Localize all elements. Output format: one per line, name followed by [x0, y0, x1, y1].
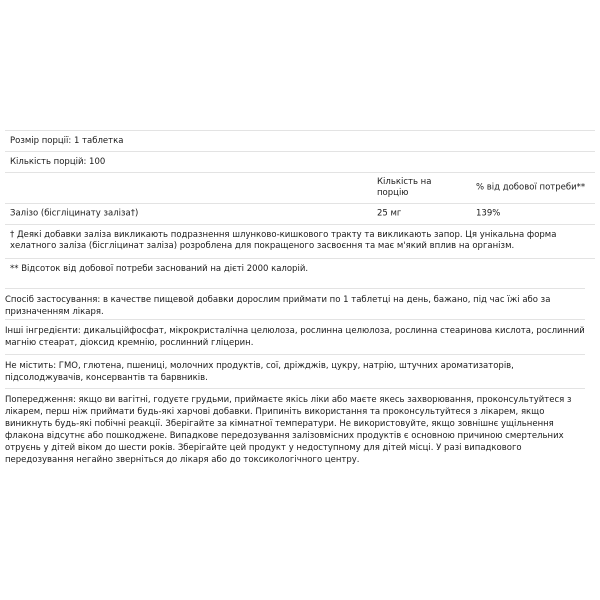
- other-ingredients-paragraph: Інші інгредієнти: дикальційфосфат, мікрокристалічна целюлоза, рослинна целюлоза, рослинна стеаринова кислота, рослинний магнію стеарат, діоксид кремнію, рослинний гліцерин.: [5, 319, 585, 349]
- warning-paragraph: Попередження: якщо ви вагітні, годуєте грудьми, приймаєте якісь ліки або маєте якесь захворювання, проконсультуйтеся з лікарем, перш ніж приймати будь-які харчові добавки. Припиніть використання та проконсультуйтеся з лікарем, якщо виникнуть будь-які побічні реакції. Зберігайте за кімнатної температури. Не використовуйте, якщо зовнішнє ущільнення флакона відсутнє або пошкоджене. Випадкове передозування залізовмісних продуктів є основною причиною смертельних отруєнь у дітей віком до шести років. Зберігайте цей продукт у недоступному для дітей місці. У разі випадкового передозування негайно зверніться до лікаря або до токсикологічного центру.: [5, 388, 585, 466]
- nutrient-name: Залізо (бісгліцинату заліза†): [10, 208, 139, 219]
- footnote-dagger-row: [5, 224, 595, 258]
- footnote-dagger: † Деякі добавки заліза викликають подразнення шлунково-кишкового тракту та викликають запор. Ця унікальна форма хелатного заліза (бісгліцинат заліза) розроблена для покращеного засвоєння та має м'який вплив на організм.: [10, 230, 557, 251]
- free-of-paragraph: Не містить: ГМО, глютена, пшениці, молочних продуктів, сої, дріжджів, цукру, натрію, штучних ароматизаторів, підсолоджувачів, консервантів та барвників.: [5, 354, 585, 384]
- usage-paragraph: Спосіб застосування: в качестве пищевой добавки дорослим приймати по 1 таблетці на день, бажано, під час їжі або за призначенням лікаря.: [5, 288, 585, 318]
- nutrient-amount: 25 мг: [377, 208, 402, 219]
- supplement-facts-panel: [5, 130, 595, 282]
- amount-column-header: Кількість на порцію: [377, 176, 432, 198]
- nutrient-daily-value: 139%: [476, 208, 501, 219]
- servings-count: Кількість порцій: 100: [10, 156, 106, 167]
- footnote-daily-value-row: [5, 258, 595, 282]
- facts-header-row: [5, 172, 595, 203]
- servings-count-row: [5, 151, 595, 172]
- daily-value-column-header: % від добової потреби**: [476, 182, 586, 193]
- serving-size-row: [5, 130, 595, 151]
- nutrient-row-iron: [5, 203, 595, 224]
- footnote-daily-value: ** Відсоток від добової потреби засновaний на дієті 2000 калорій.: [10, 264, 309, 274]
- serving-size: Розмір порції: 1 таблетка: [10, 135, 124, 146]
